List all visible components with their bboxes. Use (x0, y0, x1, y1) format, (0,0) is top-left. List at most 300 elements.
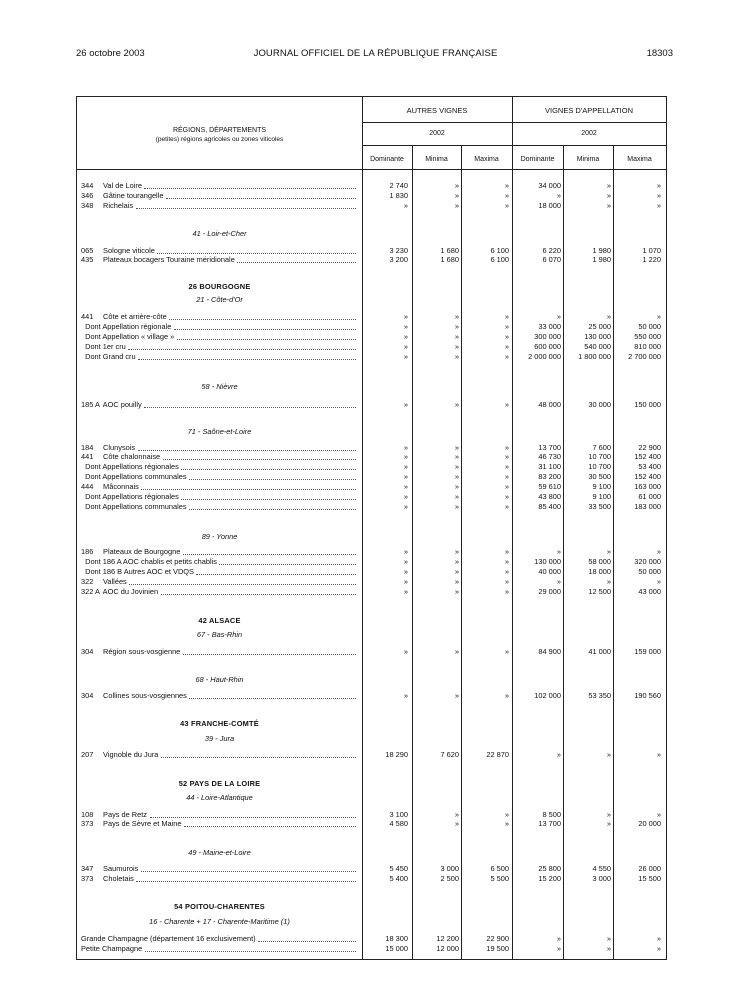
department-heading: 44 - Loire-Atlantique (186, 793, 253, 802)
table-row (77, 400, 668, 410)
table-row (77, 255, 668, 265)
cell-value: » (556, 547, 561, 556)
cell-value: 83 200 (538, 472, 561, 481)
table-row (77, 201, 668, 211)
department-heading: 67 - Bas-Rhin (196, 630, 243, 639)
table-row (77, 181, 668, 191)
row-code: 344 (81, 181, 94, 190)
cell-value: » (656, 201, 661, 210)
cell-value: 4 580 (389, 819, 408, 828)
row-name: Sologne viticole (101, 246, 155, 255)
cell-value: 10 700 (588, 462, 611, 471)
cell-value: » (606, 577, 611, 586)
cell-value: » (504, 352, 509, 361)
cell-value: » (656, 312, 661, 321)
cell-value: » (556, 312, 561, 321)
row-label (81, 587, 356, 597)
cell-value: » (606, 312, 611, 321)
row-code: 304 (81, 691, 94, 700)
cell-value: 130 000 (584, 332, 611, 341)
cell-value: 43 800 (538, 492, 561, 501)
cell-value: » (504, 691, 509, 700)
cell-value: 5 500 (490, 874, 509, 883)
cell-value: » (504, 462, 509, 471)
cell-value: » (403, 342, 408, 351)
group-vignes-appellation: VIGNES D'APPELLATION (545, 106, 633, 115)
cell-value: 102 000 (534, 691, 561, 700)
row-name: Mâconnais (101, 482, 139, 491)
row-label (81, 255, 356, 265)
column-header-autres-dominante: Dominante (370, 156, 404, 163)
cell-value: » (606, 819, 611, 828)
row-code: 304 (81, 647, 94, 656)
row-name: Plateaux de Bourgogne (101, 547, 181, 556)
cell-value: » (656, 181, 661, 190)
cell-value: » (454, 557, 459, 566)
row-label (81, 819, 356, 829)
cell-value: » (556, 934, 561, 943)
cell-value: 3 200 (389, 255, 408, 264)
cell-value: » (454, 400, 459, 409)
table-row (77, 452, 668, 462)
table-row (77, 864, 668, 874)
row-code: 065 (81, 246, 94, 255)
cell-value: » (504, 443, 509, 452)
row-name: Dont Appellations communales (81, 472, 187, 481)
column-header-appellation-maxima: Maxima (627, 156, 652, 163)
cell-value: 26 000 (638, 864, 661, 873)
department-heading: 89 - Yonne (201, 532, 238, 541)
cell-value: » (454, 482, 459, 491)
cell-value: 12 500 (588, 587, 611, 596)
cell-value: 3 000 (440, 864, 459, 873)
cell-value: 30 500 (588, 472, 611, 481)
row-code: 373 (81, 819, 94, 828)
cell-value: » (403, 201, 408, 210)
row-name: Clunysois (101, 443, 136, 452)
cell-value: 300 000 (534, 332, 561, 341)
cell-value: 152 400 (634, 472, 661, 481)
cell-value: » (454, 181, 459, 190)
column-header-appellation-dominante: Dominante (520, 156, 555, 163)
row-name: Dont Appellation « village » (81, 332, 175, 341)
cell-value: 13 700 (538, 443, 561, 452)
table-row (77, 352, 668, 362)
cell-value: » (606, 944, 611, 953)
row-label (81, 482, 356, 492)
cell-value: » (454, 819, 459, 828)
cell-value: » (454, 342, 459, 351)
cell-value: 4 550 (592, 864, 611, 873)
cell-value: 8 500 (542, 810, 561, 819)
cell-value: » (454, 647, 459, 656)
row-code: 348 (81, 201, 94, 210)
row-label (81, 557, 356, 567)
cell-value: 18 000 (588, 567, 611, 576)
cell-value: » (454, 312, 459, 321)
cell-value: » (454, 462, 459, 471)
cell-value: » (504, 472, 509, 481)
cell-value: » (504, 810, 509, 819)
cell-value: 18 300 (385, 934, 408, 943)
row-code: 322 (81, 577, 94, 586)
table-row (77, 191, 668, 201)
region-heading: 54 POITOU-CHARENTES (174, 902, 265, 911)
table-row (77, 587, 668, 597)
row-name: Gâtine tourangelle (101, 191, 164, 200)
cell-value: 163 000 (634, 482, 661, 491)
cell-value: 29 000 (538, 587, 561, 596)
journal-title: JOURNAL OFFICIEL DE LA RÉPUBLIQUE FRANÇAISE (253, 48, 498, 59)
cell-value: 600 000 (534, 342, 561, 351)
cell-value: » (504, 452, 509, 461)
cell-value: » (403, 547, 408, 556)
cell-value: » (504, 819, 509, 828)
row-name: Grande Champagne (département 16 exclusivement) (81, 934, 256, 943)
cell-value: » (656, 750, 661, 759)
cell-value: 50 000 (638, 322, 661, 331)
cell-value: » (656, 810, 661, 819)
cell-value: » (403, 332, 408, 341)
row-code: 435 (81, 255, 94, 264)
department-heading: 39 - Jura (204, 734, 235, 743)
cell-value: » (454, 502, 459, 511)
cell-value: 22 900 (486, 934, 509, 943)
table-row (77, 691, 668, 701)
cell-value: 2 700 000 (628, 352, 661, 361)
cell-value: » (656, 944, 661, 953)
row-code: 347 (81, 864, 94, 873)
cell-value: 31 100 (538, 462, 561, 471)
regions-title: RÉGIONS, DÉPARTEMENTS (172, 127, 267, 134)
row-code: 108 (81, 810, 94, 819)
cell-value: 152 400 (634, 452, 661, 461)
cell-value: 13 700 (538, 819, 561, 828)
cell-value: » (606, 750, 611, 759)
cell-value: » (504, 557, 509, 566)
department-heading: 16 - Charente + 17 - Charente-Maritime (1) (149, 917, 290, 926)
cell-value: » (656, 934, 661, 943)
cell-value: » (656, 191, 661, 200)
cell-value: 18 290 (385, 750, 408, 759)
cell-value: 1 830 (389, 191, 408, 200)
column-header-appellation-minima: Minima (576, 156, 600, 163)
cell-value: 183 000 (634, 502, 661, 511)
table-row (77, 567, 668, 577)
row-code: 185 A (81, 400, 100, 409)
department-heading: 41 - Loir-et-Cher (192, 229, 247, 238)
table-row (77, 482, 668, 492)
row-label (81, 322, 356, 332)
cell-value: » (504, 502, 509, 511)
row-label (81, 502, 356, 512)
cell-value: 20 000 (638, 819, 661, 828)
cell-value: » (403, 452, 408, 461)
cell-value: 59 610 (538, 482, 561, 491)
cell-value: » (556, 944, 561, 953)
cell-value: 6 070 (542, 255, 561, 264)
row-name: Petite Champagne (81, 944, 143, 953)
cell-value: » (403, 352, 408, 361)
row-name: Dont Appellations régionales (81, 462, 179, 471)
cell-value: 150 000 (634, 400, 661, 409)
row-label (81, 352, 356, 362)
cell-value: » (403, 691, 408, 700)
region-heading: 43 FRANCHE-COMTÉ (180, 719, 259, 728)
cell-value: » (656, 547, 661, 556)
cell-value: 53 400 (638, 462, 661, 471)
cell-value: » (454, 443, 459, 452)
cell-value: » (504, 201, 509, 210)
cell-value: 3 000 (592, 874, 611, 883)
cell-value: 1 800 000 (578, 352, 611, 361)
row-label (81, 874, 356, 884)
table-row (77, 750, 668, 760)
row-label (81, 400, 356, 410)
cell-value: 10 700 (588, 452, 611, 461)
cell-value: » (454, 492, 459, 501)
cell-value: » (454, 332, 459, 341)
cell-value: 84 900 (538, 647, 561, 656)
row-code: 322 A (81, 587, 100, 596)
cell-value: 15 200 (538, 874, 561, 883)
region-heading: 52 PAYS DE LA LOIRE (178, 779, 261, 788)
cell-value: » (606, 201, 611, 210)
cell-value: 30 000 (588, 400, 611, 409)
row-code: 444 (81, 482, 94, 491)
table-row (77, 934, 668, 944)
table-row (77, 944, 668, 954)
row-name: Côte chalonnaise (101, 452, 161, 461)
row-label (81, 750, 356, 760)
cell-value: 159 000 (634, 647, 661, 656)
row-name: Dont Appellations régionales (81, 492, 179, 501)
cell-value: 1 980 (592, 255, 611, 264)
cell-value: 40 000 (538, 567, 561, 576)
table-row (77, 472, 668, 482)
cell-value: 9 100 (592, 492, 611, 501)
row-name: Collines sous-vosgiennes (101, 691, 187, 700)
row-label (81, 452, 356, 462)
cell-value: 190 560 (634, 691, 661, 700)
row-name: AOC du Jovinien (101, 587, 159, 596)
cell-value: 25 800 (538, 864, 561, 873)
cell-value: 3 100 (389, 810, 408, 819)
row-name: Richelais (101, 201, 134, 210)
group-autres-vignes: AUTRES VIGNES (406, 106, 468, 115)
row-name: Vignoble du Jura (101, 750, 159, 759)
cell-value: 53 350 (588, 691, 611, 700)
cell-value: » (606, 810, 611, 819)
cell-value: 46 730 (538, 452, 561, 461)
row-label (81, 567, 356, 577)
table-row (77, 557, 668, 567)
cell-value: » (504, 577, 509, 586)
table-row (77, 874, 668, 884)
regions-header (77, 127, 362, 144)
row-name: Dont 1er cru (81, 342, 126, 351)
cell-value: » (403, 587, 408, 596)
cell-value: » (606, 191, 611, 200)
row-code: 373 (81, 874, 94, 883)
table-row (77, 819, 668, 829)
cell-value: 540 000 (584, 342, 611, 351)
row-name: Pays de Retz (101, 810, 148, 819)
cell-value: » (454, 452, 459, 461)
cell-value: 22 870 (486, 750, 509, 759)
cell-value: » (454, 352, 459, 361)
cell-value: 61 000 (638, 492, 661, 501)
cell-value: » (504, 322, 509, 331)
row-label (81, 191, 356, 201)
cell-value: » (403, 647, 408, 656)
table-row (77, 322, 668, 332)
row-name: Dont 186 A AOC chablis et petits chablis (81, 557, 217, 566)
cell-value: 1 680 (440, 255, 459, 264)
cell-value: » (504, 312, 509, 321)
row-name: Dont Grand cru (81, 352, 136, 361)
cell-value: » (454, 191, 459, 200)
cell-value: 12 000 (436, 944, 459, 953)
cell-value: 48 000 (538, 400, 561, 409)
table-row (77, 492, 668, 502)
cell-value: 6 100 (490, 246, 509, 255)
cell-value: 1 680 (440, 246, 459, 255)
cell-value: » (606, 181, 611, 190)
row-label (81, 944, 356, 954)
row-label (81, 577, 356, 587)
cell-value: » (403, 322, 408, 331)
cell-value: » (403, 312, 408, 321)
cell-value: » (403, 462, 408, 471)
cell-value: 810 000 (634, 342, 661, 351)
row-code: 186 (81, 547, 94, 556)
cell-value: 2 500 (440, 874, 459, 883)
cell-value: 9 100 (592, 482, 611, 491)
cell-value: » (504, 400, 509, 409)
cell-value: 5 450 (389, 864, 408, 873)
cell-value: » (656, 577, 661, 586)
cell-value: » (606, 547, 611, 556)
table-row (77, 332, 668, 342)
cell-value: » (504, 342, 509, 351)
cell-value: 2 000 000 (528, 352, 561, 361)
cell-value: 320 000 (634, 557, 661, 566)
table-row (77, 462, 668, 472)
cell-value: » (454, 810, 459, 819)
cell-value: 6 100 (490, 255, 509, 264)
cell-value: » (504, 332, 509, 341)
row-label (81, 547, 356, 557)
cell-value: 58 000 (588, 557, 611, 566)
department-heading: 71 - Saône-et-Loire (187, 427, 252, 436)
table-row (77, 577, 668, 587)
row-name: Région sous-vosgienne (101, 647, 181, 656)
row-label (81, 201, 356, 211)
price-table (76, 96, 667, 960)
column-header-autres-maxima: Maxima (474, 156, 499, 163)
department-heading: 68 - Haut-Rhin (195, 675, 244, 684)
row-code: 207 (81, 750, 94, 759)
row-label (81, 462, 356, 472)
row-name: AOC pouilly (101, 400, 142, 409)
year-autres: 2002 (429, 130, 445, 137)
row-name: Côte et arrière-côte (101, 312, 167, 321)
row-name: Dont Appellations communales (81, 502, 187, 511)
row-label (81, 472, 356, 482)
table-row (77, 647, 668, 657)
cell-value: 130 000 (534, 557, 561, 566)
row-label (81, 934, 356, 944)
cell-value: » (504, 567, 509, 576)
cell-value: 2 740 (389, 181, 408, 190)
row-label (81, 492, 356, 502)
cell-value: 18 000 (538, 201, 561, 210)
cell-value: 85 400 (538, 502, 561, 511)
cell-value: 1 980 (592, 246, 611, 255)
cell-value: 6 220 (542, 246, 561, 255)
cell-value: 43 000 (638, 587, 661, 596)
cell-value: » (504, 492, 509, 501)
cell-value: » (403, 557, 408, 566)
cell-value: » (403, 502, 408, 511)
row-label (81, 647, 356, 657)
cell-value: » (504, 587, 509, 596)
cell-value: 19 500 (486, 944, 509, 953)
cell-value: 3 230 (389, 246, 408, 255)
row-name: Dont 186 B Autres AOC et VDQS (81, 567, 194, 576)
department-heading: 58 - Nièvre (201, 382, 238, 391)
cell-value: 22 900 (638, 443, 661, 452)
cell-value: » (403, 472, 408, 481)
cell-value: 7 600 (592, 443, 611, 452)
row-label (81, 691, 356, 701)
cell-value: 6 500 (490, 864, 509, 873)
cell-value: 33 000 (538, 322, 561, 331)
cell-value: » (454, 201, 459, 210)
cell-value: » (454, 547, 459, 556)
header-date: 26 octobre 2003 (76, 48, 145, 59)
table-row (77, 342, 668, 352)
row-name: Dont Appellation régionale (81, 322, 172, 331)
cell-value: » (556, 750, 561, 759)
row-label (81, 181, 356, 191)
department-heading: 49 - Maine-et-Loire (188, 848, 251, 857)
cell-value: 50 000 (638, 567, 661, 576)
row-code: 441 (81, 452, 94, 461)
region-heading: 42 ALSACE (198, 616, 241, 625)
cell-value: » (504, 547, 509, 556)
cell-value: » (504, 181, 509, 190)
cell-value: » (504, 482, 509, 491)
cell-value: » (454, 322, 459, 331)
row-code: 441 (81, 312, 94, 321)
cell-value: » (454, 567, 459, 576)
row-code: 184 (81, 443, 94, 452)
cell-value: » (504, 647, 509, 656)
cell-value: 12 200 (436, 934, 459, 943)
row-code: 346 (81, 191, 94, 200)
cell-value: 41 000 (588, 647, 611, 656)
row-name: Plateaux bocagers Touraine méridionale (101, 255, 235, 264)
cell-value: » (403, 443, 408, 452)
column-header-autres-minima: Minima (425, 156, 448, 163)
cell-value: 7 620 (440, 750, 459, 759)
cell-value: 15 000 (385, 944, 408, 953)
cell-value: » (454, 472, 459, 481)
row-label (81, 312, 356, 322)
cell-value: » (606, 934, 611, 943)
